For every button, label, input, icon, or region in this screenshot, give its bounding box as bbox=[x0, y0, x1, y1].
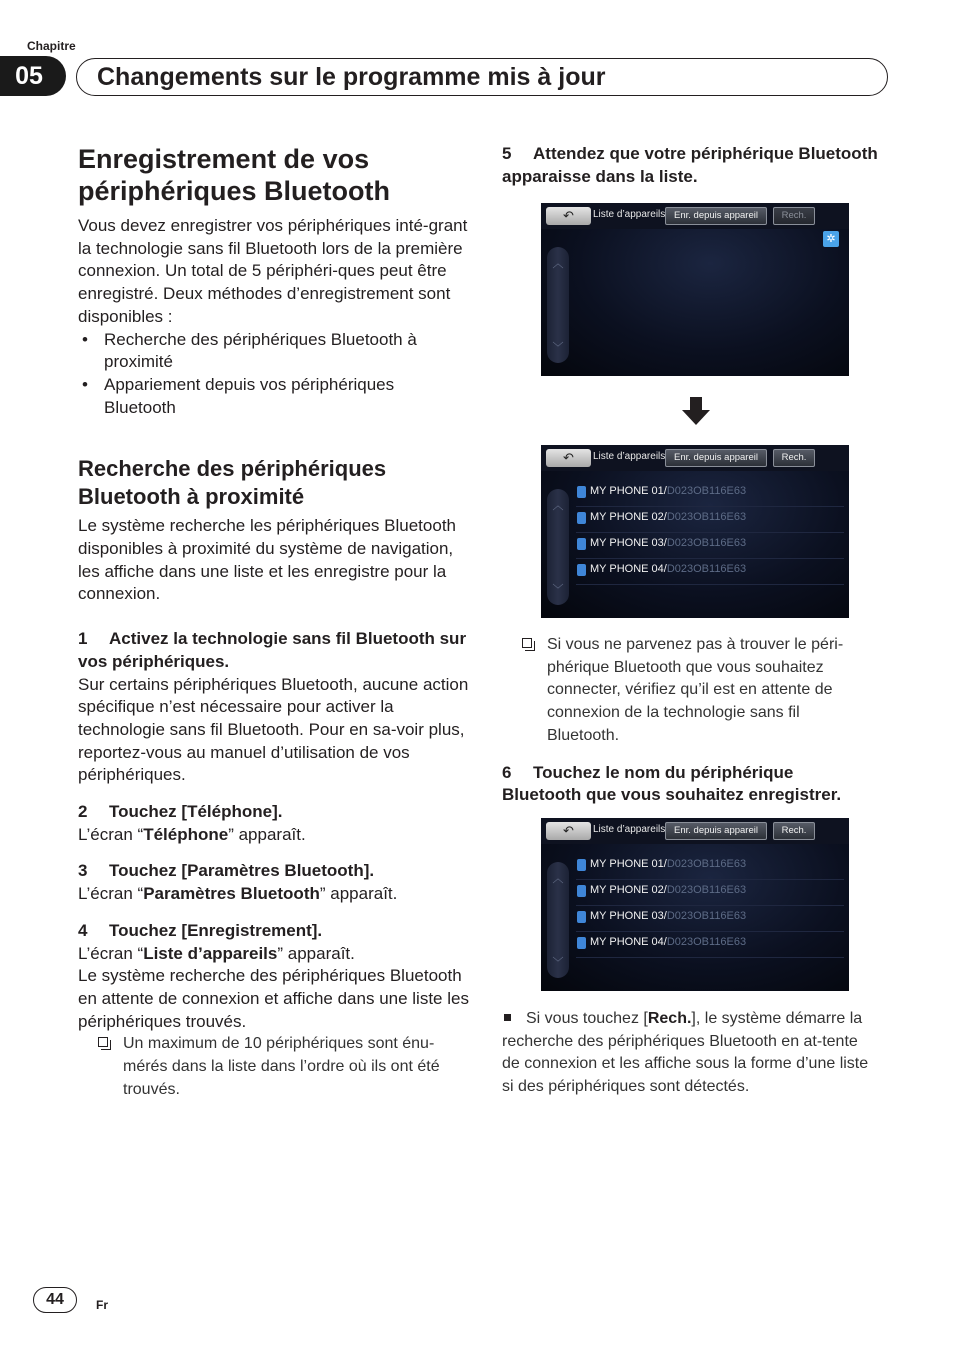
step-4-detail: Le système recherche des périphériques Bluetooth en attente de connexion et affiche dans une liste les périphériques trouvés. bbox=[78, 966, 469, 1031]
page-number: 44 bbox=[33, 1287, 77, 1313]
step-5-note: Si vous ne parvenez pas à trouver le péri-phérique Bluetooth que vous souhaitez connecter, vérifiez qu’il est en attente de connexion de la technologie sans fil Bluetooth. bbox=[502, 634, 872, 748]
tab-device-list[interactable]: Liste d’appareils bbox=[593, 451, 666, 462]
device-row[interactable]: MY PHONE 02/D023OB116E63 bbox=[576, 879, 844, 906]
arrow-down-icon bbox=[680, 395, 712, 427]
searching-spinner-icon: ✲ bbox=[823, 231, 839, 247]
step-1-body: Sur certains périphériques Bluetooth, aucune action spécifique n’est nécessaire pour activer la technologie sans fil Bluetooth. Pour en sa-voir plus, reportez-vous au manuel d’utilisation de vos périphériques. bbox=[78, 674, 469, 785]
square-bullet-icon bbox=[504, 1014, 511, 1021]
step-3-body: L’écran “Paramètres Bluetooth” apparaît. bbox=[78, 884, 398, 904]
scroll-down-icon[interactable]: ﹀ bbox=[552, 584, 564, 596]
list-item: • Recherche des périphériques Bluetooth à proximité bbox=[78, 329, 470, 374]
step-3: 3 Touchez [Paramètres Bluetooth]. bbox=[78, 861, 375, 881]
pair-from-device-button[interactable]: Enr. depuis appareil bbox=[665, 822, 767, 840]
step-4-note: Un maximum de 10 périphériques sont énu-mérés dans la liste dans l’ordre où ils ont été trouvés. bbox=[78, 1033, 470, 1101]
right-bottom bbox=[502, 1008, 874, 1099]
tab-device-list[interactable]: Liste d’appareils bbox=[593, 209, 666, 220]
device-row[interactable]: MY PHONE 02/D023OB116E63 bbox=[576, 506, 844, 533]
device-row[interactable]: MY PHONE 03/D023OB116E63 bbox=[576, 905, 844, 932]
scroll-up-icon[interactable]: ︿ bbox=[552, 873, 564, 885]
subsection-intro: Le système recherche les périphériques Bluetooth disponibles à proximité du système de navigation, les affiche dans une liste et les enregistre pour la connexion. bbox=[78, 516, 456, 604]
device-row[interactable]: MY PHONE 01/D023OB116E63 bbox=[576, 853, 844, 880]
chapitre-label: Chapitre bbox=[27, 39, 76, 53]
device-row[interactable]: MY PHONE 04/D023OB116E63 bbox=[576, 558, 844, 585]
tab-device-list[interactable]: Liste d’appareils bbox=[593, 824, 666, 835]
bluetooth-icon bbox=[577, 937, 586, 949]
bluetooth-icon bbox=[577, 486, 586, 498]
back-button[interactable]: ↶ bbox=[546, 822, 591, 840]
back-button[interactable]: ↶ bbox=[546, 207, 591, 225]
device-row[interactable]: MY PHONE 03/D023OB116E63 bbox=[576, 532, 844, 559]
intro-paragraph: Vous devez enregistrer vos périphériques inté-grant la technologie sans fil Bluetooth lors de la première connexion. Un total de 5 périphéri-ques peut être enregistré. Deux méthodes d’enregistrement sont disponibles : bbox=[78, 216, 468, 326]
method-list bbox=[78, 329, 470, 420]
scroll-up-icon[interactable]: ︿ bbox=[552, 500, 564, 512]
scroll-down-icon[interactable]: ﹀ bbox=[552, 342, 564, 354]
scrollbar[interactable] bbox=[547, 862, 569, 978]
pair-from-device-button[interactable]: Enr. depuis appareil bbox=[665, 449, 767, 467]
note-checkbox-icon bbox=[522, 638, 532, 648]
bluetooth-icon bbox=[577, 859, 586, 871]
section-title: Enregistrement de vos périphériques Bluetooth bbox=[78, 144, 391, 206]
list-item: • Appariement depuis vos périphériques Bluetooth bbox=[78, 374, 470, 419]
screen-results bbox=[541, 445, 849, 618]
scrollbar[interactable] bbox=[547, 247, 569, 363]
screen-select-device bbox=[541, 818, 849, 991]
subsection-title: Recherche des périphériques Bluetooth à proximité bbox=[78, 456, 387, 510]
chapter-title-box bbox=[76, 58, 888, 96]
step-4: 4 Touchez [Enregistrement]. bbox=[78, 920, 323, 940]
right-column bbox=[502, 143, 882, 188]
device-row[interactable]: MY PHONE 04/D023OB116E63 bbox=[576, 931, 844, 958]
pair-from-device-button[interactable]: Enr. depuis appareil bbox=[665, 207, 767, 225]
bluetooth-icon bbox=[577, 538, 586, 550]
left-column bbox=[78, 143, 470, 1102]
step-6: 6 Touchez le nom du périphérique Bluetooth que vous souhaitez enregistrer. bbox=[502, 762, 842, 805]
search-button[interactable]: Rech. bbox=[773, 822, 815, 840]
step-2: 2 Touchez [Téléphone]. bbox=[78, 802, 283, 822]
step-1: 1 Activez la technologie sans fil Bluetooth sur vos périphériques. bbox=[78, 629, 467, 671]
search-button[interactable]: Rech. bbox=[773, 207, 815, 225]
step-2-body: L’écran “Téléphone” apparaît. bbox=[78, 824, 306, 844]
note-checkbox-icon bbox=[98, 1037, 108, 1047]
scroll-up-icon[interactable]: ︿ bbox=[552, 258, 564, 270]
search-button[interactable]: Rech. bbox=[773, 449, 815, 467]
search-note: Si vous touchez [Rech.], le système démarre la recherche des périphériques Bluetooth en at-tente de connexion et les affiche sous la forme d’une liste si des périphériques sont détectés. bbox=[502, 1010, 869, 1096]
chapter-number-badge: 05 bbox=[0, 56, 66, 96]
screen-searching bbox=[541, 203, 849, 376]
step-4-body: L’écran “Liste d’appareils” apparaît. bbox=[78, 943, 355, 963]
step-5: 5 Attendez que votre périphérique Bluetooth apparaisse dans la liste. bbox=[502, 144, 878, 186]
bluetooth-icon bbox=[577, 564, 586, 576]
language-code: Fr bbox=[96, 1298, 108, 1312]
bluetooth-icon bbox=[577, 885, 586, 897]
bluetooth-icon bbox=[577, 911, 586, 923]
scrollbar[interactable] bbox=[547, 489, 569, 605]
chapter-title: Changements sur le programme mis à jour bbox=[97, 62, 606, 91]
scroll-down-icon[interactable]: ﹀ bbox=[552, 957, 564, 969]
back-button[interactable]: ↶ bbox=[546, 449, 591, 467]
device-row[interactable]: MY PHONE 01/D023OB116E63 bbox=[576, 480, 844, 507]
right-mid bbox=[502, 634, 872, 807]
bluetooth-icon bbox=[577, 512, 586, 524]
